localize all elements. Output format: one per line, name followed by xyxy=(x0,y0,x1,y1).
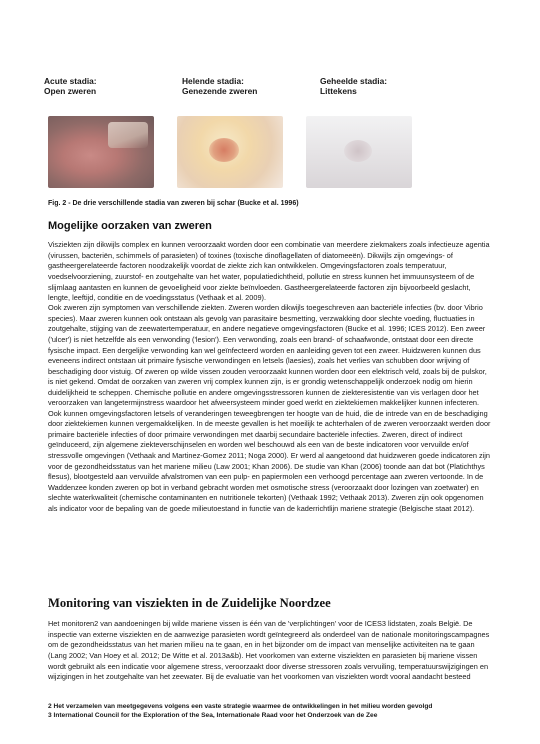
footnote: 2 Het verzamelen van meetgegevens volgens een vaste strategie waarmee de ontwikkelingen in het milieu worden gevolgd xyxy=(48,703,433,710)
stage-title: Geheelde stadia: xyxy=(320,76,388,86)
healed-scar-photo xyxy=(306,116,412,188)
figure-caption: Fig. 2 - De drie verschillende stadia van zweren bij schar (Bucke et al. 1996) xyxy=(48,200,299,207)
stage-title: Helende stadia: xyxy=(182,76,244,86)
paragraph: Ook zweren zijn symptomen van verschillende ziekten. Zweren worden dikwijls toegeschreven aan bacteriële infecties (bv. door Vibrio species). Maar zweren kunnen ook ontstaan als gevolg van parasitaire besmetting, verzwakking door slechte voeding, fluctuaties in zoutgehalte, stijging van de zeewatertemperatuur, en andere negatieve omgevingsfactoren (Bucke et al. 1996; ICES 2012). Een zweer ('ulcer') is niet hetzelfde als een verwonding ('lesion'). Een verwonding, zoals een brand- of schaafwonde, ontstaat door een directe fysische impact. Een dergelijke verwonding kan wel geïnfecteerd worden en aanleiding geven tot een zweer. Huidzweren kunnen dus eveneens indirect ontstaan uit primaire fysische verwondingen en letsels (laesies), zoals het verlies van schubben door wrijving of beschadiging door vistuig. Of zweren op wilde vissen zouden veroorzaakt kunnen worden door een elektrisch veld, zoals bij de pulskor, is niet gekend. Omdat de oorzaken van zweren vrij complex kunnen zijn, is er grondig wetenschappelijk onderzoek nodig om hierin duidelijkheid te scheppen. Chemische pollutie en andere omgevingsstressoren kunnen de ziekteresistentie van vis verlagen door het veroorzaken van langetermijnstress waardoor het afweersysteem minder goed werkt en ziektekiemen makkelijker kunnen infecteren. Ook kunnen omgevingsfactoren letsels of veranderingen teweegbrengen ter hoogte van de huid, die de intrede van en de beschadiging door ziektekiemen kunnen vergemakkelijken. In de meeste gevallen is het moeilijk te achterhalen of de zweren veroorzaakt werden door primaire bacteriële infecties of door primaire verwondingen met daarbij secundaire bacteriële infecties. Zweren, direct of indirect geïnduceerd, zijn algemene ziekteverschijnselen en worden wel beschouwd als een van de beste indicatoren voor vervuilde en/of stressvolle omgevingen (Vethaak and Martinez-Gomez 2011; Noga 2000). Er werd al aangetoond dat huidzweren goede indicatoren zijn voor de gezondheidsstatus van het mariene milieu (Law 2001; Khan 2006). De studie van Khan (2006) toonde aan dat bot (Platichthys flesus), blootgesteld aan vervuilde afvalstromen van een pulp- en papiermolen een verhoogd percentage aan zweren vertoonde. In de Waddenzee konden zweren op bot in verband gebracht worden met osmotische stress (veroorzaakt door lozingen van zoetwater) en slechte waterkwaliteit (chemische contaminanten en nutritionele tekorten) (Vethaak 1992; Vethaak 2013). Zweren zijn ook opgenomen als indicator voor de bepaling van de goede milieutoestand in functie van de kaderrichtlijn mariene strategie (Belgische staat 2012). xyxy=(48,303,491,513)
stage-subtitle: Open zweren xyxy=(44,86,97,96)
ulcer-stages-figure xyxy=(44,76,504,196)
stage-acute xyxy=(44,76,184,96)
stage-subtitle: Littekens xyxy=(320,86,357,96)
stage-healed xyxy=(320,76,460,96)
paragraph: Het monitoren2 van aandoeningen bij wilde mariene vissen is één van de 'verplichtingen' voor de ICES3 lidstaten, zoals België. De inspectie van externe visziekten en de aanwezige parasieten wordt geïntegreerd als onderdeel van de nationale monitoringscampagnes om de gezondheidsstatus van het marien milieu na te gaan, en in het bijzonder om de impact van menselijke activiteiten na te gaan (Lang 2002; Van Hoey et al. 2012; De Witte et al. 2013a&b). Het voorkomen van externe visziekten en parasieten bij mariene vissen wordt gebruikt als een indicatie voor algemene stress, veroorzaakt door diverse stressoren zoals vervuiling, temperatuurswijzigingen en wijzigingen in het zoutgehalte van het zeewater. Bij de evaluatie van het voorkomen van visziekten wordt vooral aandacht besteed xyxy=(48,619,490,682)
stage-subtitle: Genezende zweren xyxy=(182,86,258,96)
stage-title: Acute stadia: xyxy=(44,76,97,86)
healing-ulcer-photo xyxy=(177,116,283,188)
footnotes xyxy=(48,702,498,720)
paragraph: Visziekten zijn dikwijls complex en kunnen veroorzaakt worden door een combinatie van meerdere ziekmakers zoals infectieuze agentia (virussen, bacteriën, schimmels of parasieten) of toxines (toxische dinoflagellaten of diatomeeën). Dikwijls zijn omgevings- of gastheergerelateerde factoren noodzakelijk voordat de ziekte zich kan ontwikkelen. Omgevingsfactoren zoals temperatuur, voedselvoorziening, zuurstof- en zoutgehalte van het water, populatiedichtheid, pollutie en stress kunnen het immuunsysteem of de slijmlaag aantasten en kunnen de gevoeligheid voor ziekte beïnvloeden. Gastheergerelateerde factoren zijn bijvoorbeeld geslacht, lengte, leeftijd, conditie en de voedingsstatus (Vethaak et al. 2009). xyxy=(48,240,490,303)
stage-healing xyxy=(182,76,322,96)
section-heading-causes: Mogelijke oorzaken van zweren xyxy=(48,220,212,232)
footnote: 3 International Council for the Exploration of the Sea, Internationale Raad voor het Onderzoek van de Zee xyxy=(48,712,378,719)
section-heading-monitoring: Monitoring van visziekten in de Zuidelijke Noordzee xyxy=(48,596,331,610)
acute-ulcer-photo xyxy=(48,116,154,188)
